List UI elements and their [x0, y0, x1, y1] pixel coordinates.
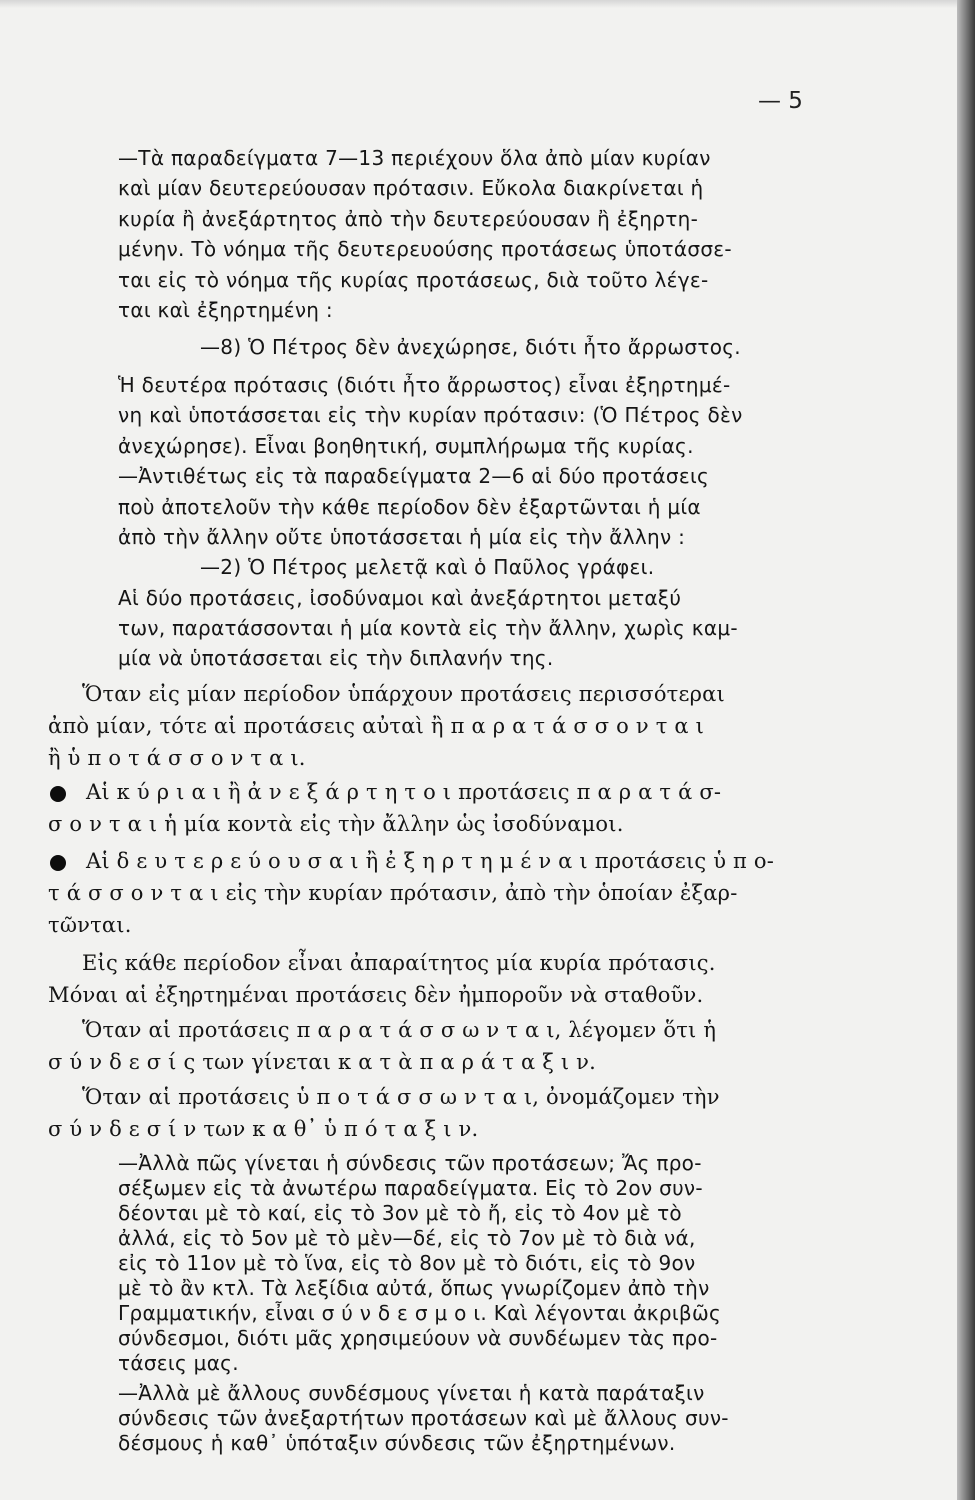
- text-line: Αἱ δ ε υ τ ε ρ ε ύ ο υ σ α ι ἢ ἐ ξ η ρ τ η μ έ ν α ι προτάσεις ὑ π ο-: [86, 849, 775, 873]
- text-line: Αἱ κ ύ ρ ι α ι ἢ ἀ ν ε ξ ά ρ τ η τ ο ι προτάσεις π α ρ α τ ά σ-: [86, 780, 722, 804]
- text-line: Εἰς κάθε περίοδον εἶναι ἀπαραίτητος μία κυρία πρότασις.: [82, 951, 716, 975]
- text-line: τάσεις μας.: [118, 1351, 239, 1375]
- text-line: —Ἀλλὰ μὲ ἄλλους συνδέσμους γίνεται ἡ κατὰ παράταξιν: [118, 1381, 705, 1405]
- text-line: ἀπὸ τὴν ἄλλην οὔτε ὑποτάσσεται ἡ μία εἰς τὴν ἄλλην :: [118, 525, 686, 549]
- text-line: δέονται μὲ τὸ καί, εἰς τὸ 3ον μὲ τὸ ἤ, εἰς τὸ 4ον μὲ τὸ: [118, 1201, 682, 1225]
- text-line: των, παρατάσσονται ἡ μία κοντὰ εἰς τὴν ἄλλην, χωρὶς καμ-: [118, 616, 738, 640]
- text-line: ἢ ὑ π ο τ ά σ σ ο ν τ α ι.: [48, 746, 306, 770]
- text-line: ἀπὸ μίαν, τότε αἱ προτάσεις αὐταὶ ἢ π α ρ α τ ά σ σ ο ν τ α ι: [48, 714, 705, 738]
- text-line: ται καὶ ἐξηρτημένη :: [118, 298, 333, 322]
- text-line: Γραμματικήν, εἶναι σ ύ ν δ ε σ μ ο ι. Καὶ λέγονται ἀκριβῶς: [118, 1301, 722, 1325]
- text-line: κυρία ἢ ἀνεξάρτητος ἀπὸ τὴν δευτερεύουσαν ἢ ἐξηρτη-: [118, 207, 699, 231]
- text-line: δέσμους ἡ καθ᾿ ὑπόταξιν σύνδεσις τῶν ἐξηρτημένων.: [118, 1431, 676, 1455]
- text-line: Ὅταν εἰς μίαν περίοδον ὑπάρχουν προτάσεις περισσότεραι: [82, 682, 725, 706]
- text-line: ποὺ ἀποτελοῦν τὴν κάθε περίοδον δὲν ἐξαρτῶνται ἡ μία: [118, 495, 701, 519]
- example-sentence: —8) Ὁ Πέτρος δὲν ἀνεχώρησε, διότι ἦτο ἄρρωστος.: [200, 335, 741, 359]
- text-line: Ὅταν αἱ προτάσεις π α ρ α τ ά σ σ ω ν τ α ι, λέγομεν ὅτι ἡ: [82, 1018, 717, 1042]
- text-line: καὶ μίαν δευτερεύουσαν πρότασιν. Εὔκολα διακρίνεται ἡ: [118, 176, 704, 200]
- text-line: Ὅταν αἱ προτάσεις ὑ π ο τ ά σ σ ω ν τ α ι, ὀνομάζομεν τὴν: [82, 1085, 720, 1109]
- bullet-icon: [50, 786, 66, 802]
- text-line: —Ἀλλὰ πῶς γίνεται ἡ σύνδεσις τῶν προτάσεων; Ἄς προ-: [118, 1151, 702, 1175]
- text-line: σύνδεσις τῶν ἀνεξαρτήτων προτάσεων καὶ μὲ ἄλλους συν-: [118, 1406, 729, 1430]
- text-line: σύνδεσμοι, διότι μᾶς χρησιμεύουν νὰ συνδέωμεν τὰς προ-: [118, 1326, 718, 1350]
- text-line: —Τὰ παραδείγματα 7—13 περιέχουν ὅλα ἀπὸ μίαν κυρίαν: [118, 146, 711, 170]
- text-line: ἀλλά, εἰς τὸ 5ον μὲ τὸ μὲν—δέ, εἰς τὸ 7ον μὲ τὸ διὰ νά,: [118, 1226, 696, 1250]
- text-line: Μόναι αἱ ἐξηρτημέναι προτάσεις δὲν ἠμποροῦν νὰ σταθοῦν.: [48, 983, 704, 1007]
- text-line: Ἡ δευτέρα πρότασις (διότι ἦτο ἄρρωστος) εἶναι ἐξηρτημέ-: [118, 373, 731, 397]
- book-spine-shadow: [957, 0, 975, 1500]
- text-line: σ ο ν τ α ι ἡ μία κοντὰ εἰς τὴν ἄλλην ὡς ἰσοδύναμοι.: [48, 812, 624, 836]
- text-line: μένην. Τὸ νόημα τῆς δευτερευούσης προτάσεως ὑποτάσσε-: [118, 237, 732, 261]
- text-line: σέξωμεν εἰς τὰ ἀνωτέρω παραδείγματα. Εἰς τὸ 2ον συν-: [118, 1176, 703, 1200]
- text-line: ἀνεχώρησε). Εἶναι βοηθητική, συμπλήρωμα τῆς κυρίας.: [118, 434, 694, 458]
- text-line: τ ά σ σ ο ν τ α ι εἰς τὴν κυρίαν πρότασιν, ἀπὸ τὴν ὁποίαν ἐξαρ-: [48, 881, 738, 905]
- text-line: ται εἰς τὸ νόημα τῆς κυρίας προτάσεως, διὰ τοῦτο λέγε-: [118, 268, 709, 292]
- page-number: — 5: [758, 88, 803, 114]
- text-line: νη καὶ ὑποτάσσεται εἰς τὴν κυρίαν πρότασιν: (Ὁ Πέτρος δὲν: [118, 403, 743, 427]
- bullet-icon: [50, 855, 66, 871]
- text-line: μία νὰ ὑποτάσσεται εἰς τὴν διπλανήν της.: [118, 646, 554, 670]
- text-line: εἰς τὸ 11ον μὲ τὸ ἵνα, εἰς τὸ 8ον μὲ τὸ διότι, εἰς τὸ 9ον: [118, 1251, 696, 1275]
- text-line: σ ύ ν δ ε σ ί ς των γίνεται κ α τ ὰ π α ρ ά τ α ξ ι ν.: [48, 1050, 597, 1074]
- text-line: Αἱ δύο προτάσεις, ἰσοδύναμοι καὶ ἀνεξάρτητοι μεταξύ: [118, 586, 682, 610]
- example-sentence: —2) Ὁ Πέτρος μελετᾷ καὶ ὁ Παῦλος γράφει.: [200, 555, 655, 579]
- page-top-edge: [0, 0, 975, 8]
- text-line: μὲ τὸ ἂν κτλ. Τὰ λεξίδια αὐτά, ὅπως γνωρίζομεν ἀπὸ τὴν: [118, 1276, 710, 1300]
- text-line: —Ἀντιθέτως εἰς τὰ παραδείγματα 2—6 αἱ δύο προτάσεις: [118, 464, 710, 488]
- text-line: τῶνται.: [48, 913, 132, 937]
- text-line: σ ύ ν δ ε σ ί ν των κ α θ᾿ ὑ π ό τ α ξ ι ν.: [48, 1117, 479, 1141]
